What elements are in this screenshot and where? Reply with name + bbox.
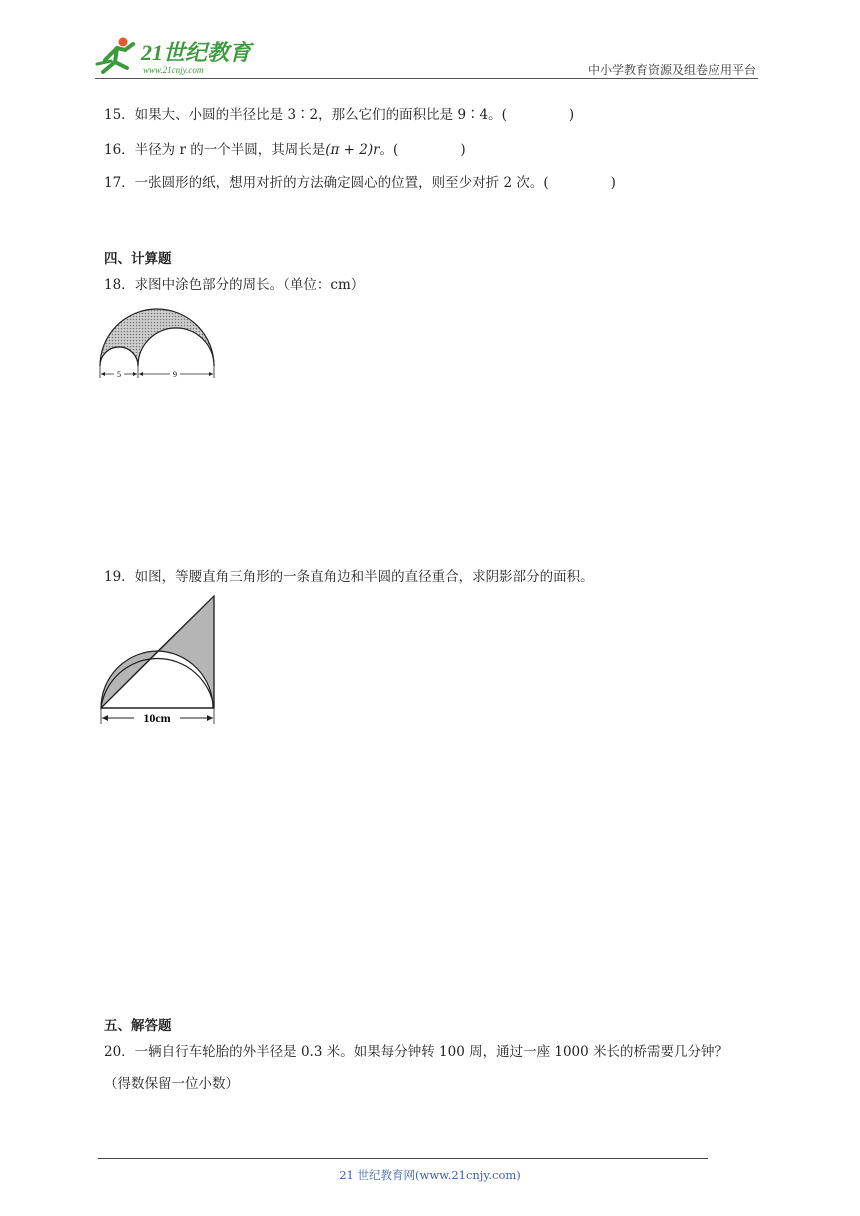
- question-20-line-1: 20．一辆自行车轮胎的外半径是 0.3 米。如果每分钟转 100 周，通过一座 1000 米长的桥需要几分钟？: [104, 1044, 729, 1060]
- logo-text: 21世纪教育: [141, 40, 252, 65]
- question-20-line-2: （得数保留一位小数）: [104, 1076, 239, 1092]
- runner-logo-icon: [97, 38, 133, 73]
- question-15: [104, 106, 574, 124]
- question-17: [104, 174, 616, 192]
- label-diameter: 10cm: [143, 711, 171, 725]
- question-16-text-tail: 。(: [379, 142, 399, 158]
- question-16: [104, 141, 466, 159]
- header-divider: [95, 78, 758, 79]
- question-17-paren-close: ): [610, 175, 616, 191]
- platform-name: 中小学教育资源及组卷应用平台: [587, 63, 756, 77]
- footer-link[interactable]: 21 世纪教育网(www.21cnjy.com): [339, 1168, 521, 1182]
- question-16-text: 16．半径为 r 的一个半圆，其周长是: [104, 142, 326, 158]
- question-19-text: 19．如图，等腰直角三角形的一条直角边和半圆的直径重合，求阴影部分的面积。: [104, 569, 594, 585]
- site-logo: [95, 34, 265, 78]
- shaded-triangle-part: [158, 596, 214, 708]
- question-18-text: 18．求图中涂色部分的周长。（单位：cm）: [104, 277, 365, 293]
- section-4-title: 四、计算题: [104, 251, 172, 267]
- question-19-figure: [96, 594, 222, 728]
- question-16-formula: (π + 2)r: [325, 142, 380, 158]
- label-small-diameter: 5: [117, 370, 121, 379]
- footer-divider: [98, 1158, 708, 1159]
- section-5-title: 五、解答题: [104, 1018, 172, 1034]
- question-16-paren-close: ): [460, 142, 466, 158]
- question-15-text: 15．如果大、小圆的半径比是 3∶2，那么它们的面积比是 9∶4。(: [104, 107, 507, 123]
- question-17-text: 17．一张圆形的纸，想用对折的方法确定圆心的位置，则至少对折 2 次。(: [104, 175, 549, 191]
- question-18-figure: [96, 306, 220, 382]
- question-15-paren-close: ): [568, 107, 575, 123]
- label-large-diameter: 9: [173, 370, 177, 379]
- logo-url: www.21cnjy.com: [143, 65, 204, 75]
